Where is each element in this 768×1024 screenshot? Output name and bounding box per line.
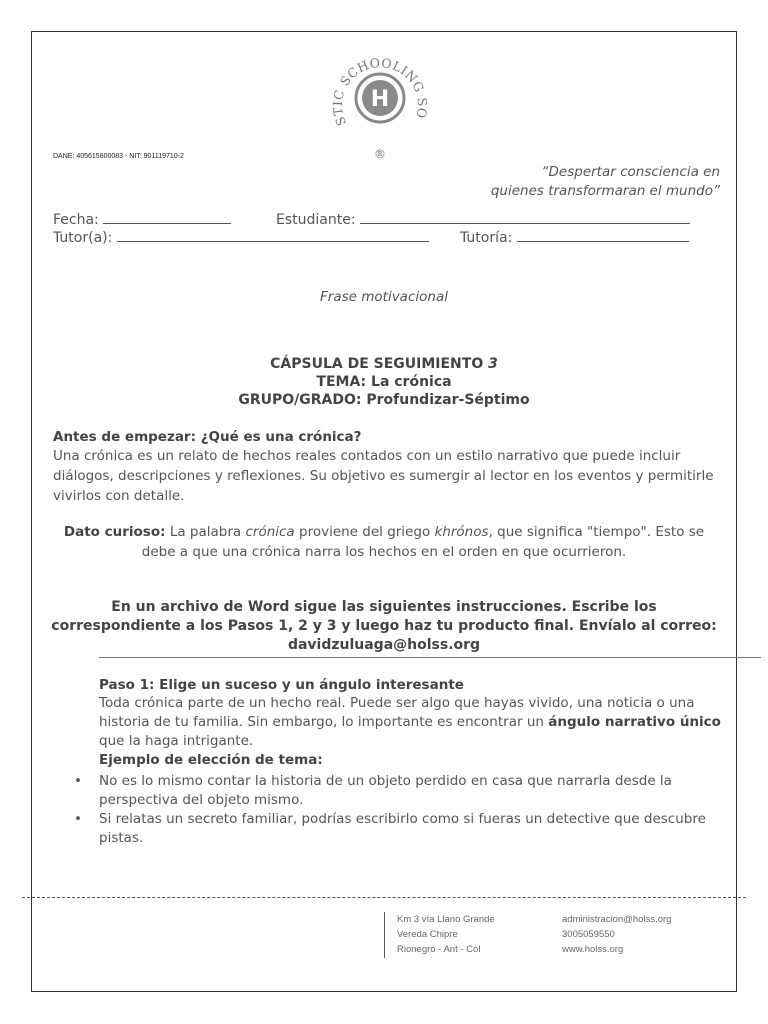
estudiante-field[interactable] [276, 210, 690, 229]
example-list [74, 772, 724, 848]
tutor-field[interactable] [53, 228, 429, 247]
instructions-line-1: En un archivo de Word sigue las siguientes instrucciones. Escribe los [111, 599, 657, 615]
instructions-line-2: correspondiente a los Pasos 1, 2 y 3 y luego haz tu producto final. Envíalo al correo: [51, 618, 717, 634]
tutoria-label: Tutoría: [460, 230, 513, 246]
motto-line-1: “Despertar consciencia en [541, 164, 720, 180]
footer-separator [384, 912, 385, 958]
tutor-blank[interactable] [117, 228, 429, 242]
dato-label: Dato curioso: [63, 524, 166, 540]
footer-address-line: Km 3 vía Llano Grande [397, 914, 495, 925]
footer-website[interactable]: www.holss.org [562, 944, 624, 955]
school-seal-icon [324, 40, 436, 164]
dane-nit: DANE: 405615800083 - NIT: 901119710-2 [53, 153, 184, 160]
footer-address-line: Vereda Chipre [397, 929, 458, 940]
list-item: • No es lo mismo contar la historia de un objeto perdido en casa que narrarla desde la perspectiva del objeto mismo. [74, 772, 724, 810]
dato-part-3: , que significa "tiempo". Esto se debe a que una crónica narra los hechos en el orden en que ocurrieron. [141, 524, 705, 560]
capsula-grupo: GRUPO/GRADO: Profundizar-Séptimo [238, 392, 530, 408]
list-item: • Si relatas un secreto familiar, podrías escribirlo como si fueras un detective que descubre pistas. [74, 810, 724, 848]
paso-1-text [99, 694, 724, 751]
footer-dashed-line [22, 897, 746, 898]
footer-email[interactable]: administracion@holss.org [562, 914, 672, 925]
estudiante-label: Estudiante: [276, 212, 356, 228]
dato-curioso [53, 522, 715, 562]
paso-1-section [99, 676, 724, 770]
example-heading: Ejemplo de elección de tema: [99, 752, 323, 768]
footer-address [397, 912, 495, 957]
dato-part-1: La palabra [165, 524, 246, 540]
motto-line-2: quienes transformaran el mundo” [490, 183, 720, 199]
tutoria-blank[interactable] [517, 228, 689, 242]
intro-heading: Antes de empezar: ¿Qué es una crónica? [53, 429, 362, 445]
tutor-label: Tutor(a): [53, 230, 113, 246]
capsula-heading [31, 355, 737, 409]
fecha-field[interactable] [53, 210, 231, 229]
instructions [48, 598, 720, 655]
motto [420, 163, 720, 201]
paso-1-title: Paso 1: Elige un suceso y un ángulo interesante [99, 677, 464, 693]
school-logo [324, 40, 436, 164]
intro-text: Una crónica es un relato de hechos reales contados con un estilo narrativo que puede incluir diálogos, descripciones y reflexiones. Su objetivo es sumergir al lector en los eventos y permitirle vivirlos con detalle. [53, 448, 714, 504]
capsula-title-prefix: CÁPSULA DE SEGUIMIENTO [270, 356, 484, 372]
footer-address-line: Rionegro - Ant - Col [397, 944, 481, 955]
footer-phone: 3005059550 [562, 929, 615, 940]
seal-ring-text: STIC SCHOOLING SO [329, 54, 431, 128]
dato-word-1: crónica [245, 524, 295, 540]
dato-part-2: proviene del griego [294, 524, 435, 540]
frase-motivacional: Frase motivacional [320, 289, 448, 305]
paso-1-bold: ángulo narrativo único [548, 714, 721, 730]
footer-contact [562, 912, 671, 957]
intro-section [53, 428, 723, 506]
capsula-title [31, 355, 737, 373]
registered-mark: ® [374, 147, 386, 161]
seal-monogram: H [370, 87, 390, 112]
dato-word-2: khrónos [434, 524, 489, 540]
instructions-email[interactable]: davidzuluaga@holss.org [287, 637, 481, 653]
fecha-blank[interactable] [103, 210, 231, 224]
capsula-number: 3 [488, 356, 498, 372]
capsula-tema: TEMA: La crónica [316, 374, 452, 390]
tutoria-field[interactable] [460, 228, 689, 247]
paso-1-text-part-1: Toda crónica parte de un hecho real. Puede ser algo que hayas vivido, una noticia o una historia de tu familia. Sin embargo, lo importante es encontrar un [99, 695, 695, 730]
paso-1-text-part-2: que la haga intrigante. [99, 733, 254, 749]
estudiante-blank[interactable] [360, 210, 690, 224]
section-divider [99, 657, 761, 658]
fecha-label: Fecha: [53, 212, 99, 228]
